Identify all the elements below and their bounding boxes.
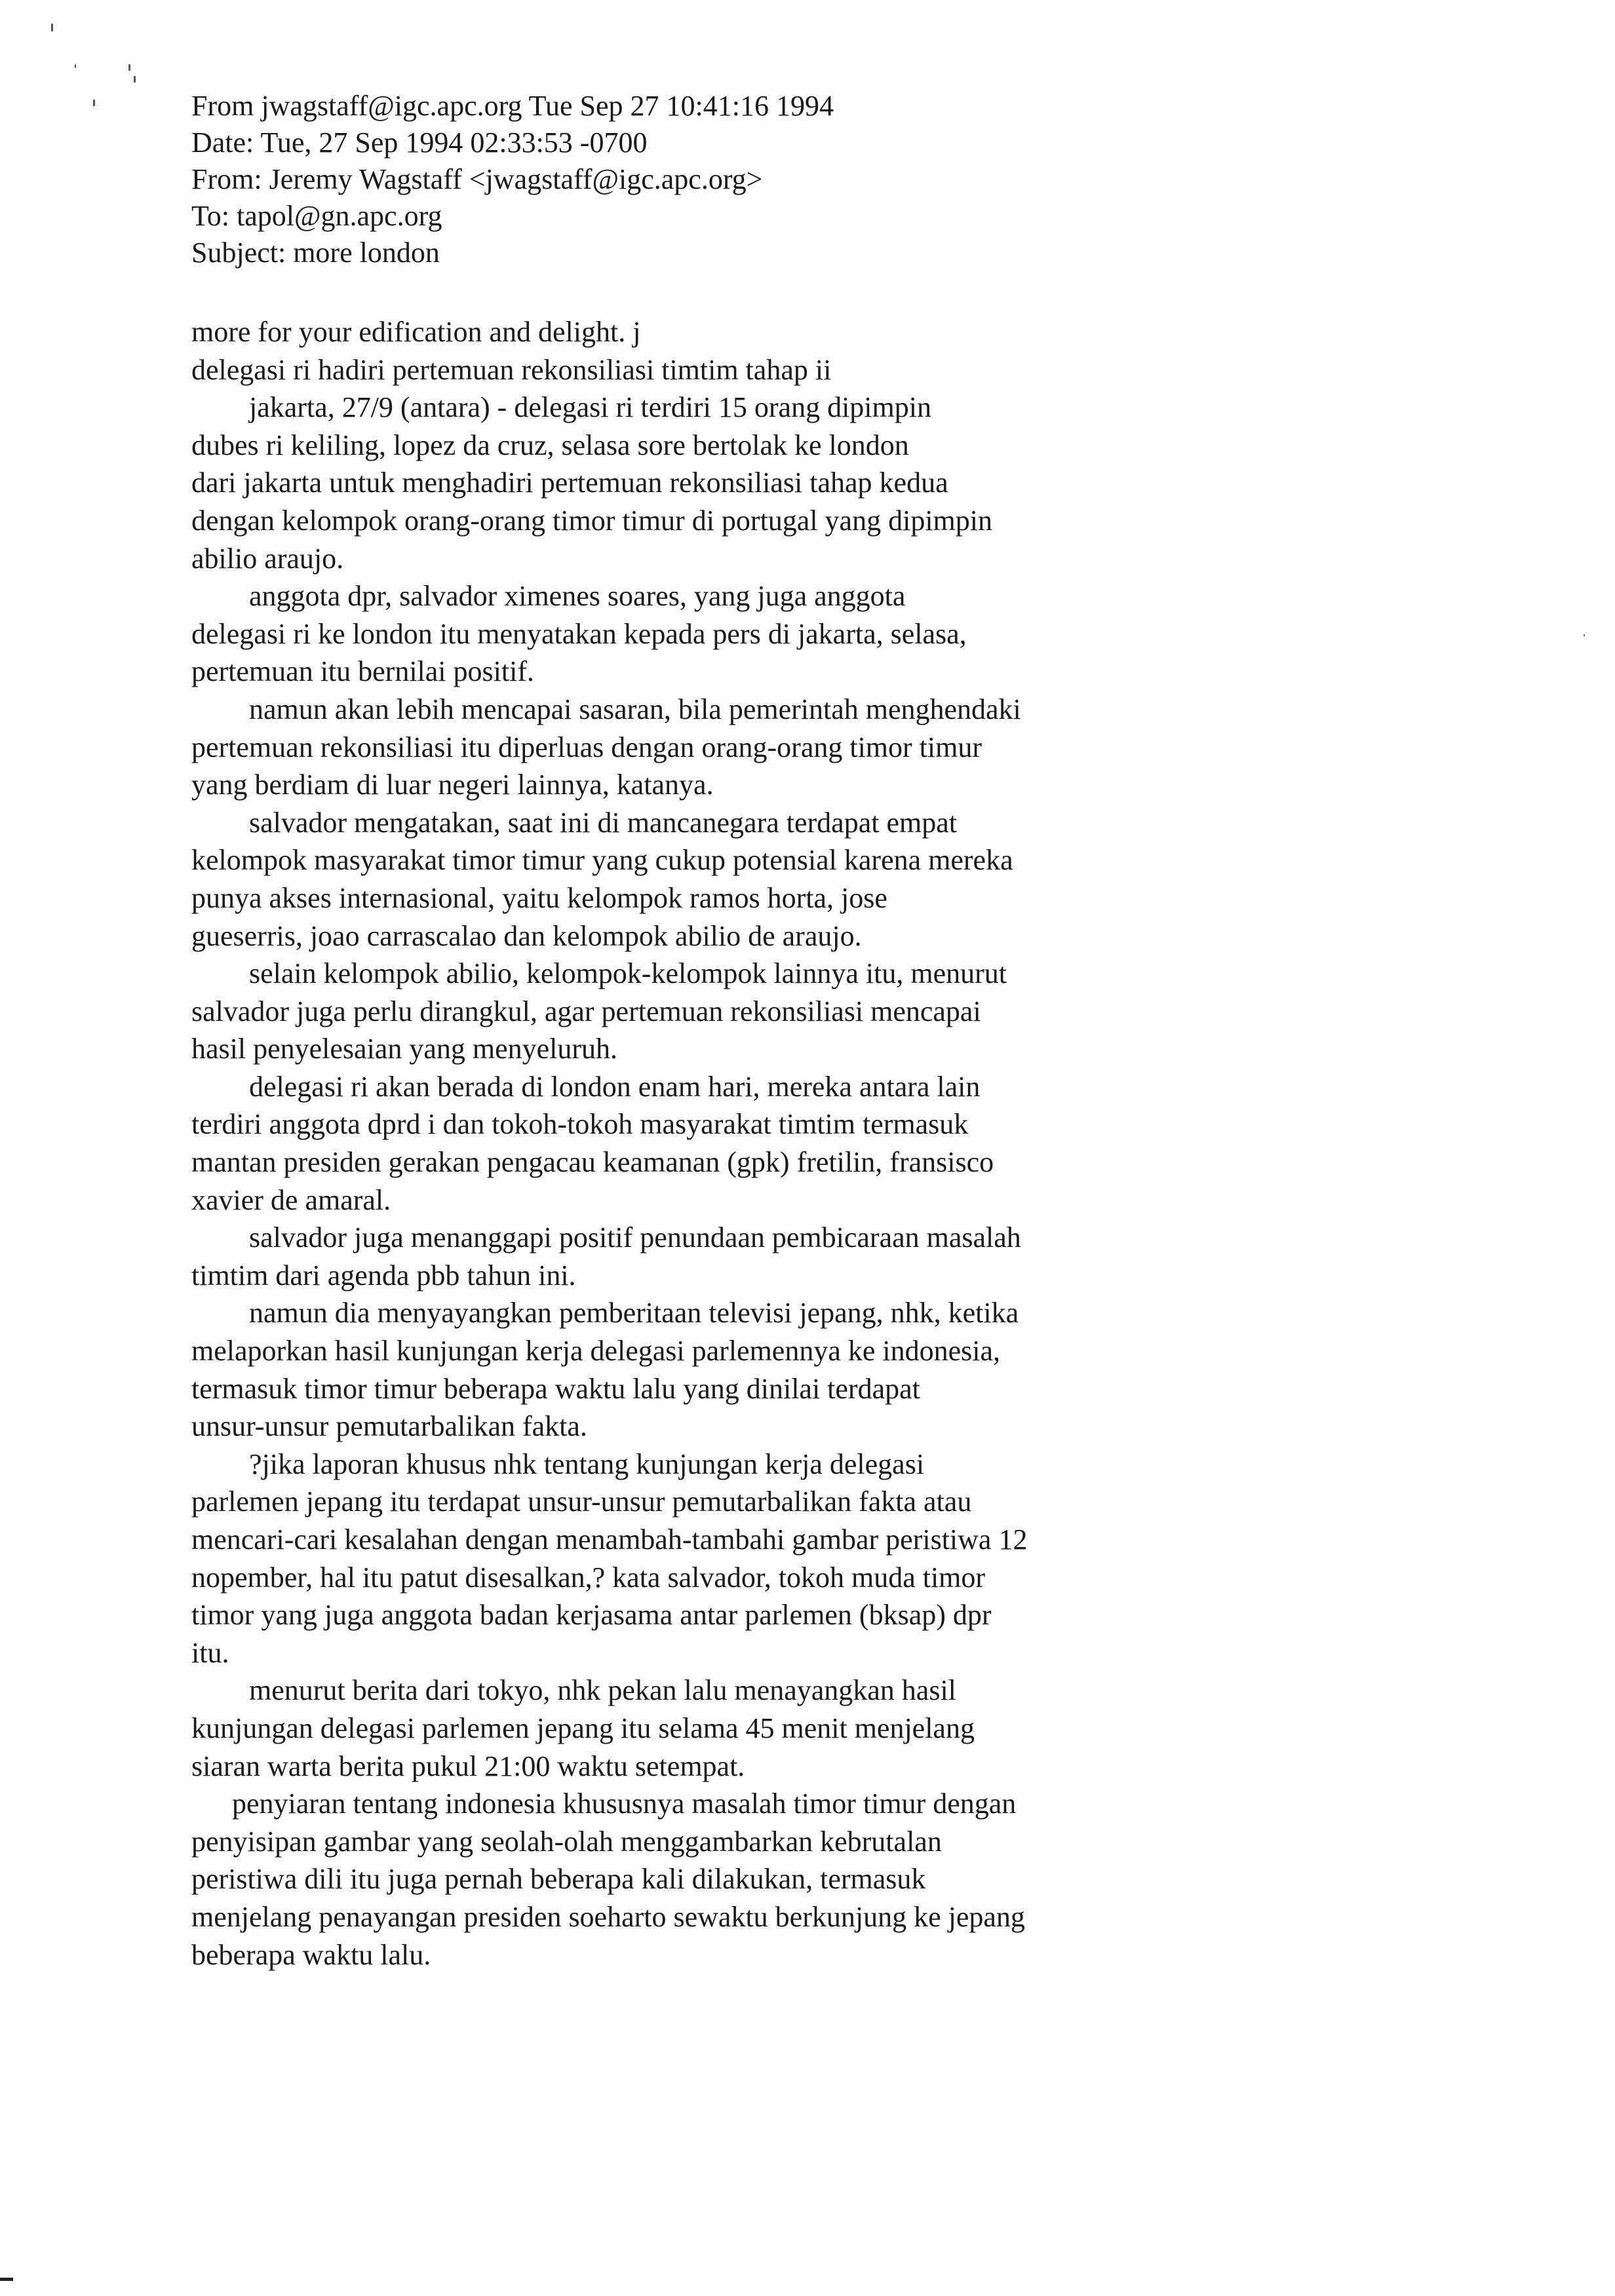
header-subject: Subject: more london: [191, 237, 440, 269]
paragraph-9: [191, 1445, 1437, 1672]
header-from: From: Jeremy Wagstaff <jwagstaff@igc.apc.org>: [191, 163, 763, 195]
paragraph-10: [191, 1672, 1437, 1785]
text-line: mantan presiden gerakan pengacau keamanan (gpk) fretilin, fransisco: [191, 1146, 994, 1179]
paragraph-6: [191, 1068, 1437, 1219]
text-line: dubes ri keliling, lopez da cruz, selasa sore bertolak ke london: [191, 429, 909, 461]
text-line: menjelang penayangan presiden soeharto sewaktu berkunjung ke jepang: [191, 1900, 1025, 1933]
header-from-line: From jwagstaff@igc.apc.org Tue Sep 27 10:41:16 1994: [191, 90, 834, 122]
text-line: gueserris, joao carrascalao dan kelompok abilio de araujo.: [191, 919, 862, 952]
text-line: delegasi ri ke london itu menyatakan kepada pers di jakarta, selasa,: [191, 617, 967, 650]
header-to: To: tapol@gn.apc.org: [191, 200, 442, 232]
scan-speck: [75, 64, 76, 68]
text-line: xavier de amaral.: [191, 1183, 391, 1216]
text-line: salvador mengatakan, saat ini di mancanegara terdapat empat: [249, 806, 957, 839]
paragraph-3: [191, 691, 1437, 804]
email-body: [191, 313, 1437, 1974]
text-line: salvador juga menanggapi positif penundaan pembicaraan masalah: [249, 1221, 1021, 1254]
text-line: ?jika laporan khusus nhk tentang kunjungan kerja delegasi: [249, 1447, 925, 1480]
text-line: itu.: [191, 1636, 229, 1669]
text-line: timor yang juga anggota badan kerjasama antar parlemen (bksap) dpr: [191, 1599, 992, 1632]
paragraph-4: [191, 804, 1437, 955]
text-line: nopember, hal itu patut disesalkan,? kata salvador, tokoh muda timor: [191, 1561, 986, 1594]
paragraph-1: [191, 389, 1437, 577]
text-line: salvador juga perlu dirangkul, agar pertemuan rekonsiliasi mencapai: [191, 995, 981, 1027]
intro-note: more for your edification and delight. j: [191, 316, 641, 348]
scan-edge-mark: [0, 2278, 13, 2281]
text-line: siaran warta berita pukul 21:00 waktu setempat.: [191, 1750, 745, 1782]
text-line: dengan kelompok orang-orang timor timur di portugal yang dipimpin: [191, 504, 992, 537]
text-line: pertemuan itu bernilai positif.: [191, 655, 534, 688]
text-line: melaporkan hasil kunjungan kerja delegasi parlemennya ke indonesia,: [191, 1335, 1001, 1368]
text-line: kelompok masyarakat timor timur yang cukup potensial karena mereka: [191, 844, 1013, 877]
text-line: anggota dpr, salvador ximenes soares, yang juga anggota: [249, 580, 906, 613]
text-line: yang berdiam di luar negeri lainnya, katanya.: [191, 769, 714, 801]
text-line: pertemuan rekonsiliasi itu diperluas dengan orang-orang timor timur: [191, 731, 983, 763]
text-line: beberapa waktu lalu.: [191, 1938, 431, 1971]
text-line: dari jakarta untuk menghadiri pertemuan rekonsiliasi tahap kedua: [191, 467, 948, 499]
text-line: penyiaran tentang indonesia khususnya masalah timor timur dengan: [232, 1788, 1017, 1820]
text-line: terdiri anggota dprd i dan tokoh-tokoh masyarakat timtim termasuk: [191, 1108, 969, 1141]
text-line: abilio araujo.: [191, 542, 344, 575]
scan-speck: [93, 100, 95, 106]
email-header: [191, 88, 1437, 271]
paragraph-5: [191, 955, 1437, 1068]
text-line: punya akses internasional, yaitu kelompok ramos horta, jose: [191, 881, 887, 914]
paragraph-7: [191, 1219, 1437, 1294]
text-line: mencari-cari kesalahan dengan menambah-tambahi gambar peristiwa 12: [191, 1523, 1028, 1556]
text-line: penyisipan gambar yang seolah-olah menggambarkan kebrutalan: [191, 1825, 942, 1858]
header-date: Date: Tue, 27 Sep 1994 02:33:53 -0700: [191, 126, 648, 159]
text-line: timtim dari agenda pbb tahun ini.: [191, 1259, 576, 1292]
text-line: delegasi ri akan berada di london enam hari, mereka antara lain: [249, 1070, 981, 1103]
scan-speck: [1584, 634, 1585, 636]
paragraph-8: [191, 1294, 1437, 1445]
text-line: hasil penyelesaian yang menyeluruh.: [191, 1033, 618, 1065]
scan-speck: [134, 76, 136, 83]
scan-speck: [128, 64, 130, 71]
text-line: selain kelompok abilio, kelompok-kelompok lainnya itu, menurut: [249, 957, 1007, 990]
text-line: parlemen jepang itu terdapat unsur-unsur pemutarbalikan fakta atau: [191, 1485, 972, 1518]
scan-speck: [51, 24, 53, 31]
text-line: jakarta, 27/9 (antara) - delegasi ri terdiri 15 orang dipimpin: [249, 391, 931, 424]
article-headline: delegasi ri hadiri pertemuan rekonsiliasi timtim tahap ii: [191, 353, 832, 386]
text-line: termasuk timor timur beberapa waktu lalu yang dinilai terdapat: [191, 1372, 920, 1405]
paragraph-11: [191, 1785, 1437, 1974]
text-line: kunjungan delegasi parlemen jepang itu selama 45 menit menjelang: [191, 1712, 975, 1744]
text-line: unsur-unsur pemutarbalikan fakta.: [191, 1410, 587, 1443]
text-line: namun akan lebih mencapai sasaran, bila pemerintah menghendaki: [249, 693, 1021, 725]
text-line: peristiwa dili itu juga pernah beberapa kali dilakukan, termasuk: [191, 1863, 926, 1896]
paragraph-2: [191, 577, 1437, 691]
text-line: menurut berita dari tokyo, nhk pekan lalu menayangkan hasil: [249, 1674, 956, 1707]
text-line: namun dia menyayangkan pemberitaan televisi jepang, nhk, ketika: [249, 1297, 1019, 1330]
